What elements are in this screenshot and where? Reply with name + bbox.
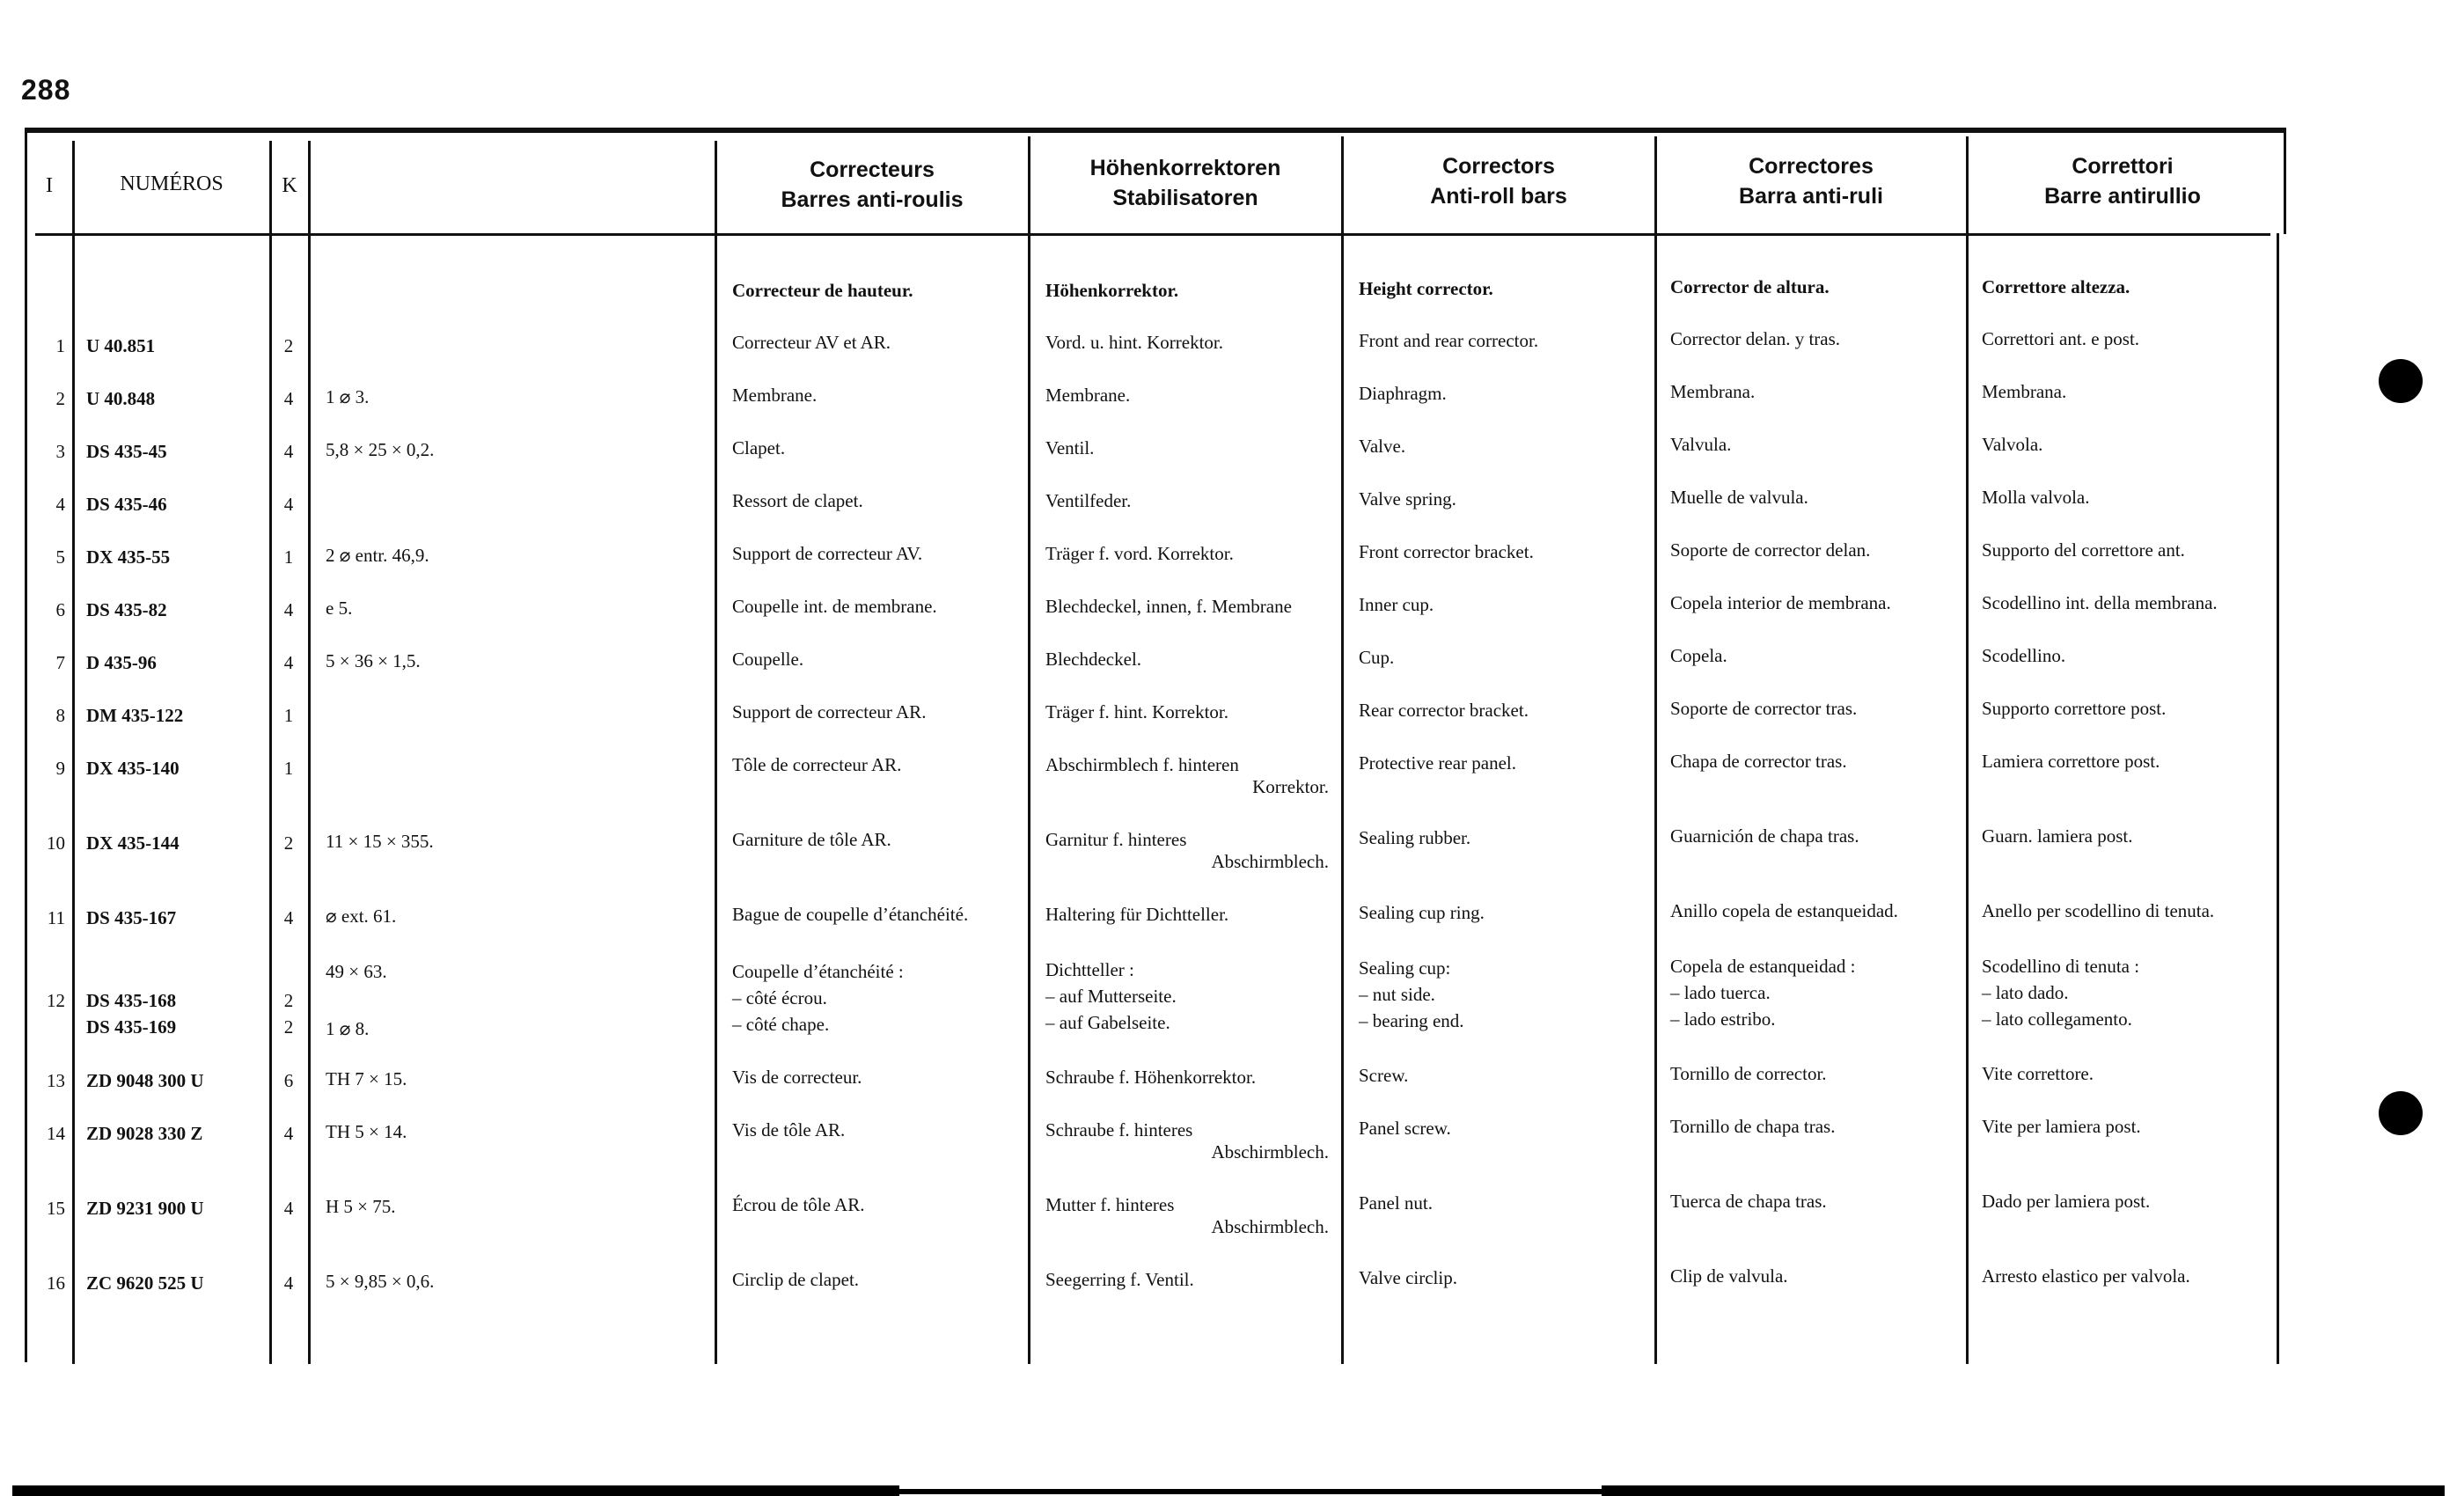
table-cell: Schraube f. Höhenkorrektor. [1045,1067,1257,1088]
table-cell: 2 [55,388,65,409]
col-sep-6 [1341,136,1344,1364]
table-cell: 4 [283,652,294,673]
table-cell: Guarnición de chapa tras. [1670,825,1859,847]
table-cell: Vite per lamiera post. [1982,1116,2141,1137]
col-sep-2 [269,141,272,1364]
table-cell: Panel screw. [1359,1118,1451,1139]
table-cell: Garnitur f. hinteres [1045,829,1187,850]
table-cell: Tuerca de chapa tras. [1670,1191,1827,1212]
table-cell: 13 [47,1070,65,1091]
table-cell: Arresto elastico per valvola. [1982,1265,2190,1287]
table-cell: Träger f. vord. Korrektor. [1045,543,1234,564]
header-numeros: NUMÉROS [120,172,224,195]
table-cell: Support de correcteur AR. [732,701,927,722]
header-i: I [46,174,53,197]
table-cell: DS 435-46 [86,494,167,515]
table-cell: Schraube f. hinteres [1045,1119,1193,1140]
table-cell: ZC 9620 525 U [86,1272,204,1294]
table-cell: Membrane. [732,385,818,406]
table-cell: 5,8 × 25 × 0,2. [326,439,435,460]
table-cell: U 40.848 [86,388,156,409]
table-cell: Membrana. [1982,381,2067,402]
table-cell: Valvula. [1670,434,1732,455]
table-cell: Seegerring f. Ventil. [1045,1269,1194,1290]
table-cell: 2 [283,335,294,356]
col-sep-3 [308,141,311,1364]
table-cell: Molla valvola. [1982,487,2090,508]
table-cell: Inner cup. [1359,594,1434,615]
table-cell: 11 [47,907,65,928]
table-cell: 5 × 36 × 1,5. [326,650,421,671]
table-cell: Rear corrector bracket. [1359,700,1529,721]
col-sep-5 [1028,136,1030,1364]
table-cell: Dado per lamiera post. [1982,1191,2151,1212]
table-cell: DX 435-144 [86,832,180,854]
table-cell: DM 435-122 [86,705,184,726]
table-cell: Lamiera correttore post. [1982,751,2160,772]
table-cell: Clapet. [732,437,786,458]
table-cell: Supporto correttore post. [1982,698,2167,719]
table-cell: 1 [283,758,294,779]
col-sep-9 [2277,233,2279,1364]
table-cell: 2 [283,832,294,854]
bottom-rule-right [1602,1485,2445,1496]
table-cell: Chapa de corrector tras. [1670,751,1847,772]
table-cell: DX 435-140 [86,758,180,779]
table-cell: 8 [55,705,65,726]
table-cell: 15 [47,1198,65,1219]
table-cell: TH 7 × 15. [326,1068,407,1089]
table-cell: Sealing cup ring. [1359,902,1485,923]
col-sep-1 [72,141,75,1364]
table-cell: Soporte de corrector delan. [1670,539,1871,561]
table-cell: 7 [55,652,65,673]
table-cell: Vis de correcteur. [732,1067,862,1088]
header-k: K [282,174,297,197]
table-cell: Abschirmblech. [1211,851,1329,872]
table-cell: 9 [55,758,65,779]
table-cell: 4 [283,1123,294,1144]
table-cell: 4 [283,1272,294,1294]
binder-hole-lower [2379,1091,2423,1135]
page-number: 288 [21,74,71,106]
table-cell: 4 [283,388,294,409]
table-cell: Ressort de clapet. [732,490,863,511]
table-cell: 4 [283,494,294,515]
table-cell: Membrane. [1045,385,1131,406]
table-cell: DS 435-45 [86,441,167,462]
table-cell: Coupelle. [732,649,804,670]
table-cell: Anillo copela de estanqueidad. [1670,900,1898,921]
table-cell: Scodellino. [1982,645,2066,666]
col-sep-7 [1654,136,1657,1364]
table-cell: 3 [55,441,65,462]
table-cell: D 435-96 [86,652,157,673]
table-cell: DS 435-82 [86,599,167,620]
table-cell: Valvola. [1982,434,2043,455]
table-cell: U 40.851 [86,335,156,356]
table-cell: 14 [47,1123,65,1144]
table-cell: Korrektor. [1252,776,1329,797]
table-cell: Supporto del correttore ant. [1982,539,2185,561]
table-cell: Tornillo de chapa tras. [1670,1116,1836,1137]
table-cell: Correcteur AV et AR. [732,332,891,353]
table-cell: Soporte de corrector tras. [1670,698,1858,719]
bottom-rule-middle [899,1489,1602,1494]
table-cell: Abschirmblech f. hinteren [1045,754,1239,775]
table-cell: 4 [283,441,294,462]
table-cell: Clip de valvula. [1670,1265,1788,1287]
table-cell: Blechdeckel, innen, f. Membrane [1045,596,1292,617]
table-cell: Circlip de clapet. [732,1269,860,1290]
table-cell: Copela. [1670,645,1727,666]
table-cell: 5 [55,546,65,568]
table-cell: Panel nut. [1359,1192,1433,1214]
table-cell: Correttori ant. e post. [1982,328,2140,349]
frame-left [25,132,27,1362]
table-cell: Diaphragm. [1359,383,1447,404]
table-cell: Sealing rubber. [1359,827,1471,848]
binder-hole-upper [2379,359,2423,403]
table-cell: Anello per scodellino di tenuta. [1982,900,2215,921]
table-cell: DX 435-55 [86,546,171,568]
table-cell: Vis de tôle AR. [732,1119,846,1140]
table-cell: Scodellino int. della membrana. [1982,592,2218,613]
table-cell: 10 [47,832,65,854]
table-cell: 4 [283,907,294,928]
table-cell: Ventilfeder. [1045,490,1132,511]
table-cell: TH 5 × 14. [326,1121,407,1142]
table-cell: Garniture de tôle AR. [732,829,891,850]
table-cell: ZD 9048 300 U [86,1070,204,1091]
table-cell: Coupelle int. de membrane. [732,596,937,617]
table-cell: ZD 9028 330 Z [86,1123,203,1144]
table-cell: Mutter f. hinteres [1045,1194,1175,1215]
table-cell: Abschirmblech. [1211,1141,1329,1162]
table-cell: Support de correcteur AV. [732,543,923,564]
table-cell: 1 [283,705,294,726]
table-cell: DS 435-167 [86,907,177,928]
table-cell: Guarn. lamiera post. [1982,825,2133,847]
table-cell: Abschirmblech. [1211,1216,1329,1237]
table-cell: 6 [283,1070,294,1091]
table-cell: Ventil. [1045,437,1095,458]
table-cell: Front and rear corrector. [1359,330,1539,351]
header-bottom-rule [35,233,2270,236]
table-cell: Blechdeckel. [1045,649,1142,670]
table-cell: 2 ⌀ entr. 46,9. [326,545,429,566]
table-cell: Front corrector bracket. [1359,541,1534,562]
table-cell: 1 ⌀ 3. [326,386,370,407]
table-cell: Membrana. [1670,381,1756,402]
table-cell: Träger f. hint. Korrektor. [1045,701,1229,722]
table-cell: Protective rear panel. [1359,752,1516,774]
table-cell: 5 × 9,85 × 0,6. [326,1271,435,1292]
table-cell: Valve spring. [1359,488,1456,510]
table-cell: Valve. [1359,436,1406,457]
table-cell: H 5 × 75. [326,1196,396,1217]
table-cell: Muelle de valvula. [1670,487,1808,508]
table-cell: Vord. u. hint. Korrektor. [1045,332,1224,353]
table-cell: 1 [55,335,65,356]
table-cell: Haltering für Dichtteller. [1045,904,1229,925]
table-cell: 4 [55,494,65,515]
table-cell: 1 [283,546,294,568]
table-cell: Copela interior de membrana. [1670,592,1891,613]
table-cell: Tornillo de corrector. [1670,1063,1827,1084]
col-sep-4 [715,141,717,1364]
col-sep-8 [1966,136,1969,1364]
table-cell: Tôle de correcteur AR. [732,754,902,775]
table-cell: 11 × 15 × 355. [326,831,434,852]
table-cell: Cup. [1359,647,1395,668]
table-cell: 16 [47,1272,65,1294]
table-cell: Bague de coupelle d’étanchéité. [732,904,969,925]
table-cell: Écrou de tôle AR. [732,1194,865,1215]
table-cell: 4 [283,1198,294,1219]
frame-right [2284,132,2286,234]
table-cell: ⌀ ext. 61. [326,906,397,927]
table-cell: ZD 9231 900 U [86,1198,204,1219]
top-rule [25,128,2286,133]
table-cell: 4 [283,599,294,620]
table-cell: Vite correttore. [1982,1063,2094,1084]
table-cell: e 5. [326,598,353,619]
bottom-rule-left [12,1485,899,1496]
table-cell: Valve circlip. [1359,1267,1457,1288]
table-cell: 6 [55,599,65,620]
table-cell: Corrector delan. y tras. [1670,328,1841,349]
table-cell: Screw. [1359,1065,1409,1086]
